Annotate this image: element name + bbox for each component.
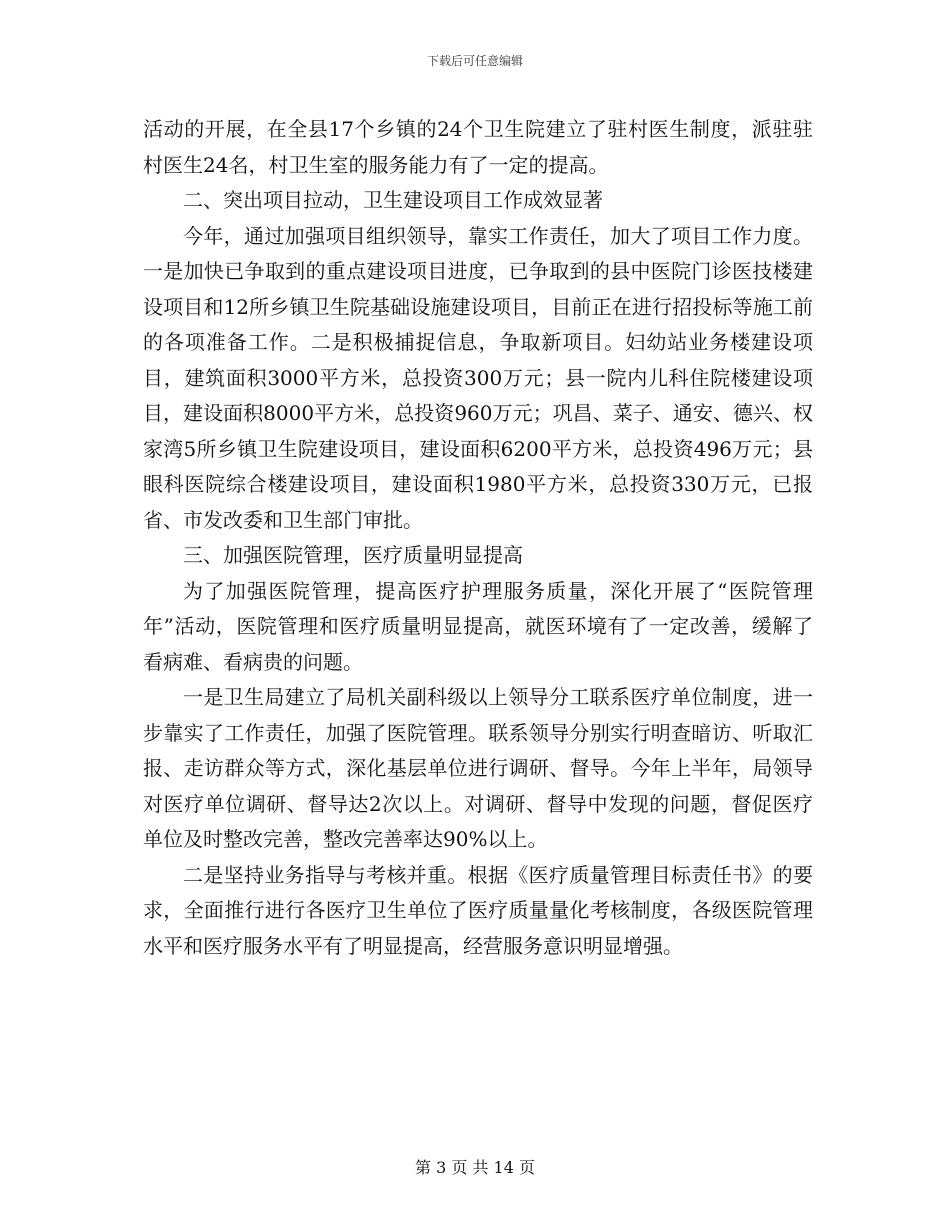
page-footer: 第 3 页 共 14 页 [415, 1158, 535, 1177]
paragraph-hospital-management: 为了加强医院管理，提高医疗护理服务质量，深化开展了“医院管理年”活动，医院管理和医疗质量明显提高，就医环境有了一定改善，缓解了看病难、看病贵的问题。 [143, 578, 813, 674]
section-heading-2: 二、突出项目拉动，卫生建设项目工作成效显著 [183, 188, 603, 212]
paragraph-continuation: 活动的开展，在全县17个乡镇的24个卫生院建立了驻村医生制度，派驻驻村医生24名，村卫生室的服务能力有了一定的提高。 [143, 117, 813, 177]
paragraph-point-two: 二是坚持业务指导与考核并重。根据《医疗质量管理目标责任书》的要求，全面推行进行各医疗卫生单位了医疗质量量化考核制度，各级医院管理水平和医疗服务水平有了明显提高，经营服务意识明显增强。 [143, 862, 813, 958]
paragraph-point-one: 一是卫生局建立了局机关副科级以上领导分工联系医疗单位制度，进一步靠实了工作责任，加强了医院管理。联系领导分别实行明查暗访、听取汇报、走访群众等方式，深化基层单位进行调研、督导。今年上半年，局领导对医疗单位调研、督导达2次以上。对调研、督导中发现的问题，督促医疗单位及时整改完善，整改完善率达90%以上。 [143, 685, 813, 851]
section-heading-3: 三、加强医院管理，医疗质量明显提高 [183, 543, 523, 567]
document-body [143, 112, 813, 964]
header-note: 下载后可任意编辑 [426, 54, 523, 68]
paragraph-projects: 今年，通过加强项目组织领导，靠实工作责任，加大了项目工作力度。一是加快已争取到的重点建设项目进度，已争取到的县中医院门诊医技楼建设项目和12所乡镇卫生院基础设施建设项目，目前正在进行招投标等施工前的各项准备工作。二是积极捕捉信息，争取新项目。妇幼站业务楼建设项目，建筑面积3000平方米，总投资300万元；县一院内儿科住院楼建设项目，建设面积8000平方米，总投资960万元；巩昌、菜子、通安、德兴、权家湾5所乡镇卫生院建设项目，建设面积6200平方米，总投资496万元；县眼科医院综合楼建设项目，建设面积1980平方米，总投资330万元，已报省、市发改委和卫生部门审批。 [143, 223, 813, 532]
